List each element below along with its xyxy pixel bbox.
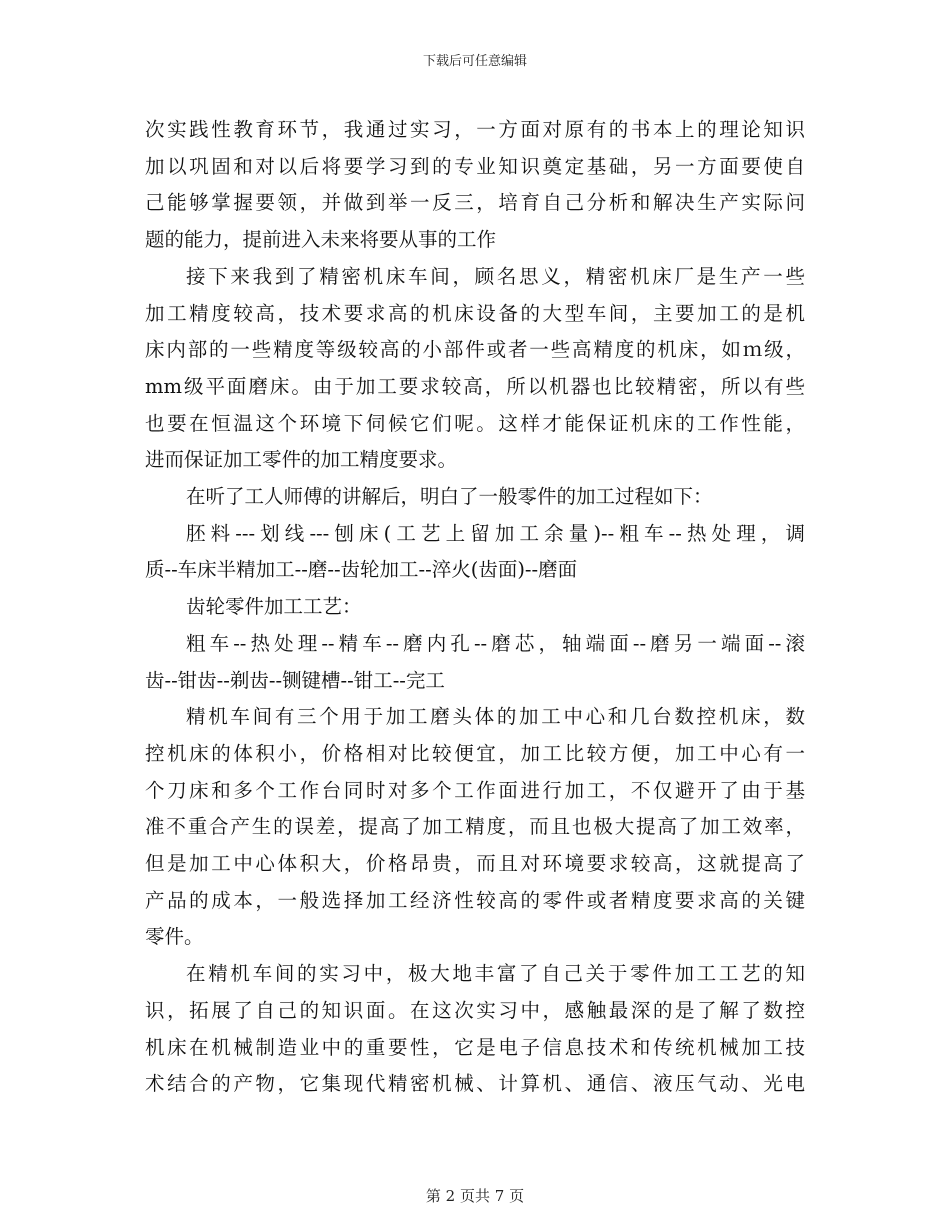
- document-body: [145, 112, 805, 1103]
- text-line: 机床在机械制造业中的重要性，它是电子信息技术和传统机械加工技: [145, 1035, 805, 1059]
- page-header: 下载后可任意编辑: [422, 54, 527, 69]
- text-line: 识，拓展了自己的知识面。在这次实习中，感触最深的是了解了数控: [145, 998, 805, 1022]
- text-line: 床内部的一些精度等级较高的小部件或者一些高精度的机床，如ｍ级，: [145, 338, 805, 362]
- text-line: 粗车--热处理--精车--磨内孔--磨芯，轴端面--磨另一端面--滚: [186, 631, 805, 655]
- text-line: 准不重合产生的误差，提高了加工精度，而且也极大提高了加工效率，: [145, 815, 805, 839]
- text-line: 产品的成本，一般选择加工经济性较高的零件或者精度要求高的关键: [145, 888, 805, 912]
- text-line: 齿轮零件加工工艺：: [186, 595, 362, 619]
- text-line: 接下来我到了精密机床车间，顾名思义，精密机床厂是生产一些: [186, 264, 805, 288]
- text-line: 在听了工人师傅的讲解后，明白了一般零件的加工过程如下：: [186, 485, 713, 509]
- text-line: 零件。: [145, 925, 204, 949]
- text-line: 精机车间有三个用于加工磨头体的加工中心和几台数控机床，数: [186, 705, 805, 729]
- text-line: 胚料---划线---刨床(工艺上留加工余量)--粗车--热处理，调: [186, 521, 805, 545]
- text-line: 己能够掌握要领，并做到举一反三，培育自己分析和解决生产实际问: [145, 191, 805, 215]
- text-line: 但是加工中心体积大，价格昂贵，而且对环境要求较高，这就提高了: [145, 852, 805, 876]
- text-line: 加工精度较高，技术要求高的机床设备的大型车间，主要加工的是机: [145, 301, 805, 325]
- text-line: 个刀床和多个工作台同时对多个工作面进行加工，不仅避开了由于基: [145, 778, 805, 802]
- text-line: 在精机车间的实习中，极大地丰富了自己关于零件加工工艺的知: [186, 962, 805, 986]
- text-line: 加以巩固和对以后将要学习到的专业知识奠定基础，另一方面要使自: [145, 154, 805, 178]
- text-line: 进而保证加工零件的加工精度要求。: [145, 448, 458, 472]
- text-line: 次实践性教育环节，我通过实习，一方面对原有的书本上的理论知识: [145, 118, 805, 141]
- text-line: 质--车床半精加工--磨--齿轮加工--淬火(齿面)--磨面: [145, 558, 578, 582]
- text-line: 术结合的产物，它集现代精密机械、计算机、通信、液压气动、光电: [145, 1072, 805, 1096]
- text-line: mm级平面磨床。由于加工要求较高，所以机器也比较精密，所以有些: [145, 374, 805, 398]
- text-line: 控机床的体积小，价格相对比较便宜，加工比较方便，加工中心有一: [145, 741, 805, 765]
- text-line: 题的能力，提前进入未来将要从事的工作: [145, 228, 497, 252]
- text-line: 齿--钳齿--剃齿--铡键槽--钳工--完工: [145, 668, 445, 692]
- page-number-footer: 第 2 页共 7 页: [425, 1187, 525, 1205]
- text-line: 也要在恒温这个环境下伺候它们呢。这样才能保证机床的工作性能，: [145, 411, 805, 435]
